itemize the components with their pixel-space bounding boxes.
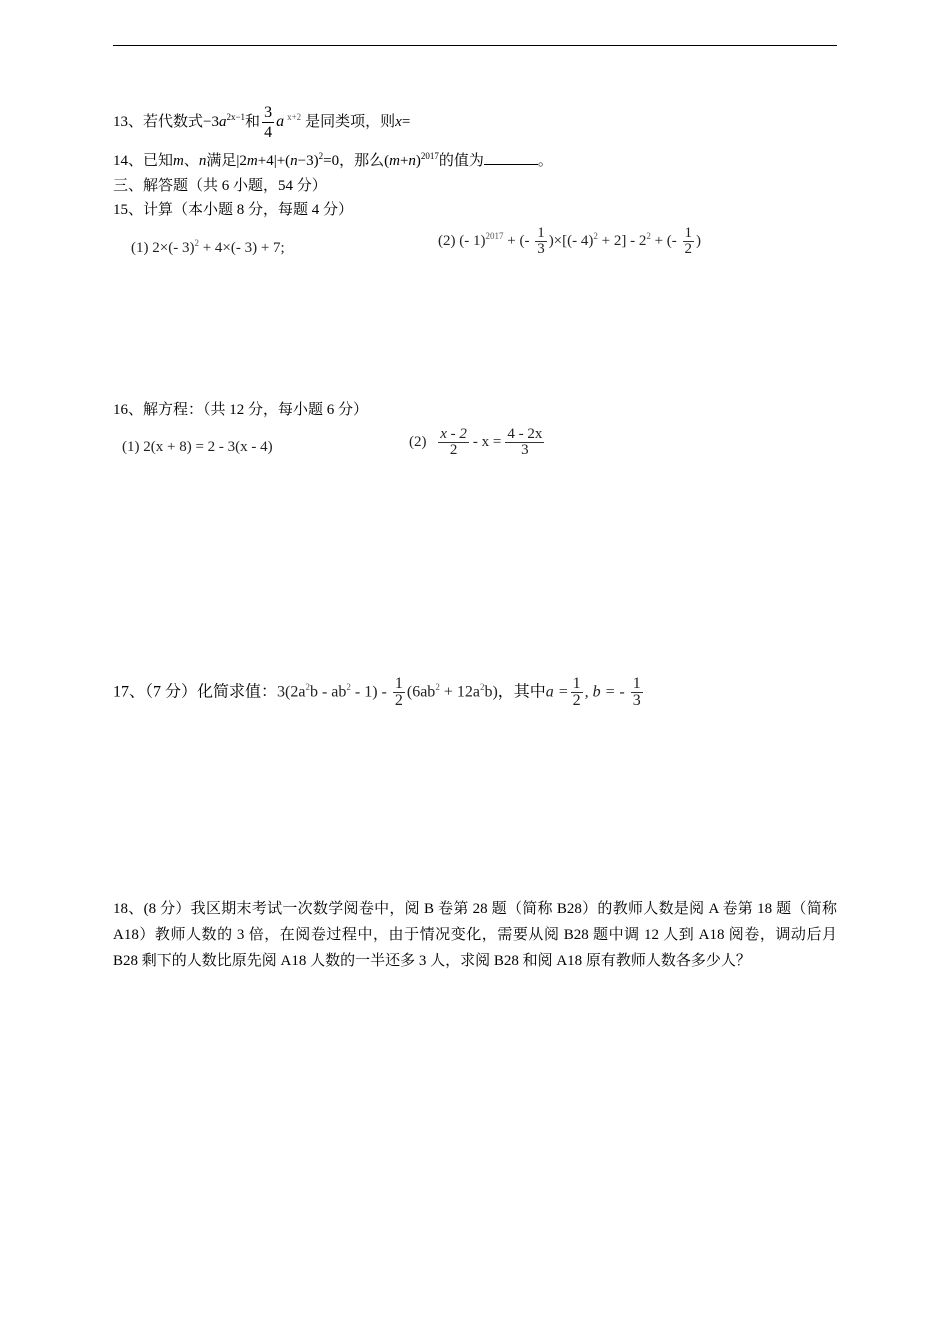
q15-p2-fraction-1 (535, 226, 547, 257)
q13-fraction-denominator: 4 (264, 124, 273, 142)
q14-text-e: =0，那么( (323, 153, 390, 169)
q14-plus: + (399, 153, 409, 169)
q16-p2-frac1-num: x - 2 (440, 426, 467, 442)
q15-p2-fraction-2 (683, 226, 695, 257)
q14-text-b: 满足|2 (206, 153, 247, 169)
q16-p2-fraction-1 (438, 427, 469, 458)
q16-p2-frac2-num: 4 - 2x (507, 426, 543, 442)
q13-fraction-numerator: 3 (262, 103, 274, 123)
q14-answer-blank[interactable] (484, 152, 538, 165)
q17-frac-den: 2 (394, 692, 403, 709)
q17-exp-2: 2 (346, 681, 351, 692)
q14-var-m2: m (246, 153, 258, 169)
q13-var-x: x (395, 114, 402, 131)
q15-p2-frac1-num: 1 (537, 225, 545, 241)
q17-where: ，其中 (497, 683, 546, 701)
q17-exp-4: 2 (479, 681, 485, 692)
q14-text-a: 14、已知 (113, 153, 174, 169)
q17-a-num: 1 (572, 675, 581, 692)
question-15-title: 15、计算（本小题 8 分，每题 4 分） (113, 202, 354, 218)
q15-p2-frac2-den: 2 (684, 241, 693, 257)
q14-var-n2: n (290, 153, 298, 169)
q15-part-1 (131, 238, 285, 256)
q13-suffix: 是同类项，则 (305, 114, 396, 131)
question-18: 18、(8 分）我区期末考试一次数学阅卷中，阅 B 卷第 28 题（简称 B28）的教师人数是阅 A 卷第 18 题（简称 A18）教师人数的 3 倍，在阅卷过程中，由于情况变化，需要从阅 B28 题中调 12 人到 A18 阅卷，调动后月 B28 剩下的人数比原先阅 A18 人数的一半还多 3 人，求阅 B28 和阅 A18 原有教师人数各多少人？ (113, 901, 837, 969)
q14-var-n: n (198, 153, 207, 169)
q13-var-a: a (218, 114, 227, 131)
q17-b-equals: , b = - (584, 683, 629, 701)
q15-p2-frac1-den: 3 (537, 241, 545, 257)
q17-a-den: 2 (572, 692, 581, 709)
q13-fraction (262, 103, 274, 142)
q16-p2-middle: - x = (472, 434, 502, 450)
q15-p1-label: (1) 2×(- 3) (131, 240, 195, 256)
question-16-title: 16、解方程：（共 12 分，每小题 6 分） (113, 402, 369, 418)
q17-b-num: 1 (632, 675, 641, 692)
q15-p1-rest: + 4×(- 3) + 7; (198, 240, 285, 256)
q17-prefix: 17、（7 分）化简求值： (113, 683, 278, 701)
q17-exp-3: 2 (435, 681, 440, 692)
header-rule (113, 45, 837, 46)
q13-exponent-2: x+2 (287, 112, 302, 123)
question-13 (113, 103, 410, 142)
q17-a-fraction (571, 676, 583, 709)
q14-text-d: −3) (297, 153, 319, 169)
q17-expr-e: + 12a (439, 683, 480, 701)
q15-p2-part-d: + (- (650, 233, 681, 249)
q13-var-a2: a (276, 113, 285, 131)
q15-p1-exponent: 2 (194, 238, 199, 248)
question-14 (113, 152, 553, 170)
q17-expr-a: 3(2a (277, 683, 306, 701)
q15-p2-exponent-1: 2017 (485, 230, 504, 241)
q17-expr-f: b) (484, 683, 498, 701)
q14-text-c: +4|+( (257, 153, 291, 169)
q17-expr-b: b - ab (309, 683, 347, 701)
q13-exponent-1: 2x−1 (226, 112, 246, 123)
q16-part-2 (409, 427, 546, 458)
q13-connector: 和 (245, 114, 261, 131)
q14-square: 2 (318, 151, 324, 161)
q14-text-g: 的值为 (438, 153, 484, 169)
q14-var-m3: m (389, 153, 400, 169)
q17-b-fraction (631, 676, 643, 709)
q14-text-f: ) (415, 153, 421, 169)
q15-p2-part-e: ) (696, 233, 702, 249)
q15-p2-exponent-2: 2 (593, 230, 598, 241)
q16-p2-frac1-den: 2 (449, 442, 458, 458)
question-17 (113, 676, 645, 709)
q16-p2-label: (2) (409, 434, 427, 450)
q16-p2-fraction-2 (505, 427, 544, 458)
q14-separator: 、 (183, 153, 199, 169)
q13-prefix: 13、若代数式−3 (113, 114, 219, 131)
q17-exp-1: 2 (305, 681, 310, 692)
q16-part-1: (1) 2(x + 8) = 2 - 3(x - 4) (122, 439, 273, 455)
q15-p2-frac2-num: 1 (684, 225, 693, 241)
q17-fraction (393, 676, 405, 709)
q15-p2-exponent-3: 2 (646, 230, 651, 241)
q17-b-den: 3 (632, 692, 641, 709)
q15-part-2 (438, 226, 701, 257)
q16-p2-frac2-den: 3 (521, 442, 529, 458)
q14-var-n3: n (408, 153, 416, 169)
q15-p2-part-b: )×[(- 4) (548, 233, 594, 249)
q15-p2-label: (2) (- 1) (438, 233, 486, 249)
q15-p2-part-a: + (- (503, 233, 534, 249)
q14-var-m: m (173, 153, 184, 169)
section-3-heading: 三、解答题（共 6 小题，54 分） (113, 178, 327, 194)
q15-p2-part-c: + 2] - 2 (597, 233, 647, 249)
q17-a-equals: a = (545, 683, 569, 701)
q14-end: 。 (537, 153, 553, 169)
q14-exponent: 2017 (420, 151, 439, 161)
q13-equals: = (401, 114, 411, 131)
q17-frac-num: 1 (394, 675, 403, 692)
q17-expr-d: (6ab (406, 683, 436, 701)
q17-expr-c: - 1) - (350, 683, 391, 701)
